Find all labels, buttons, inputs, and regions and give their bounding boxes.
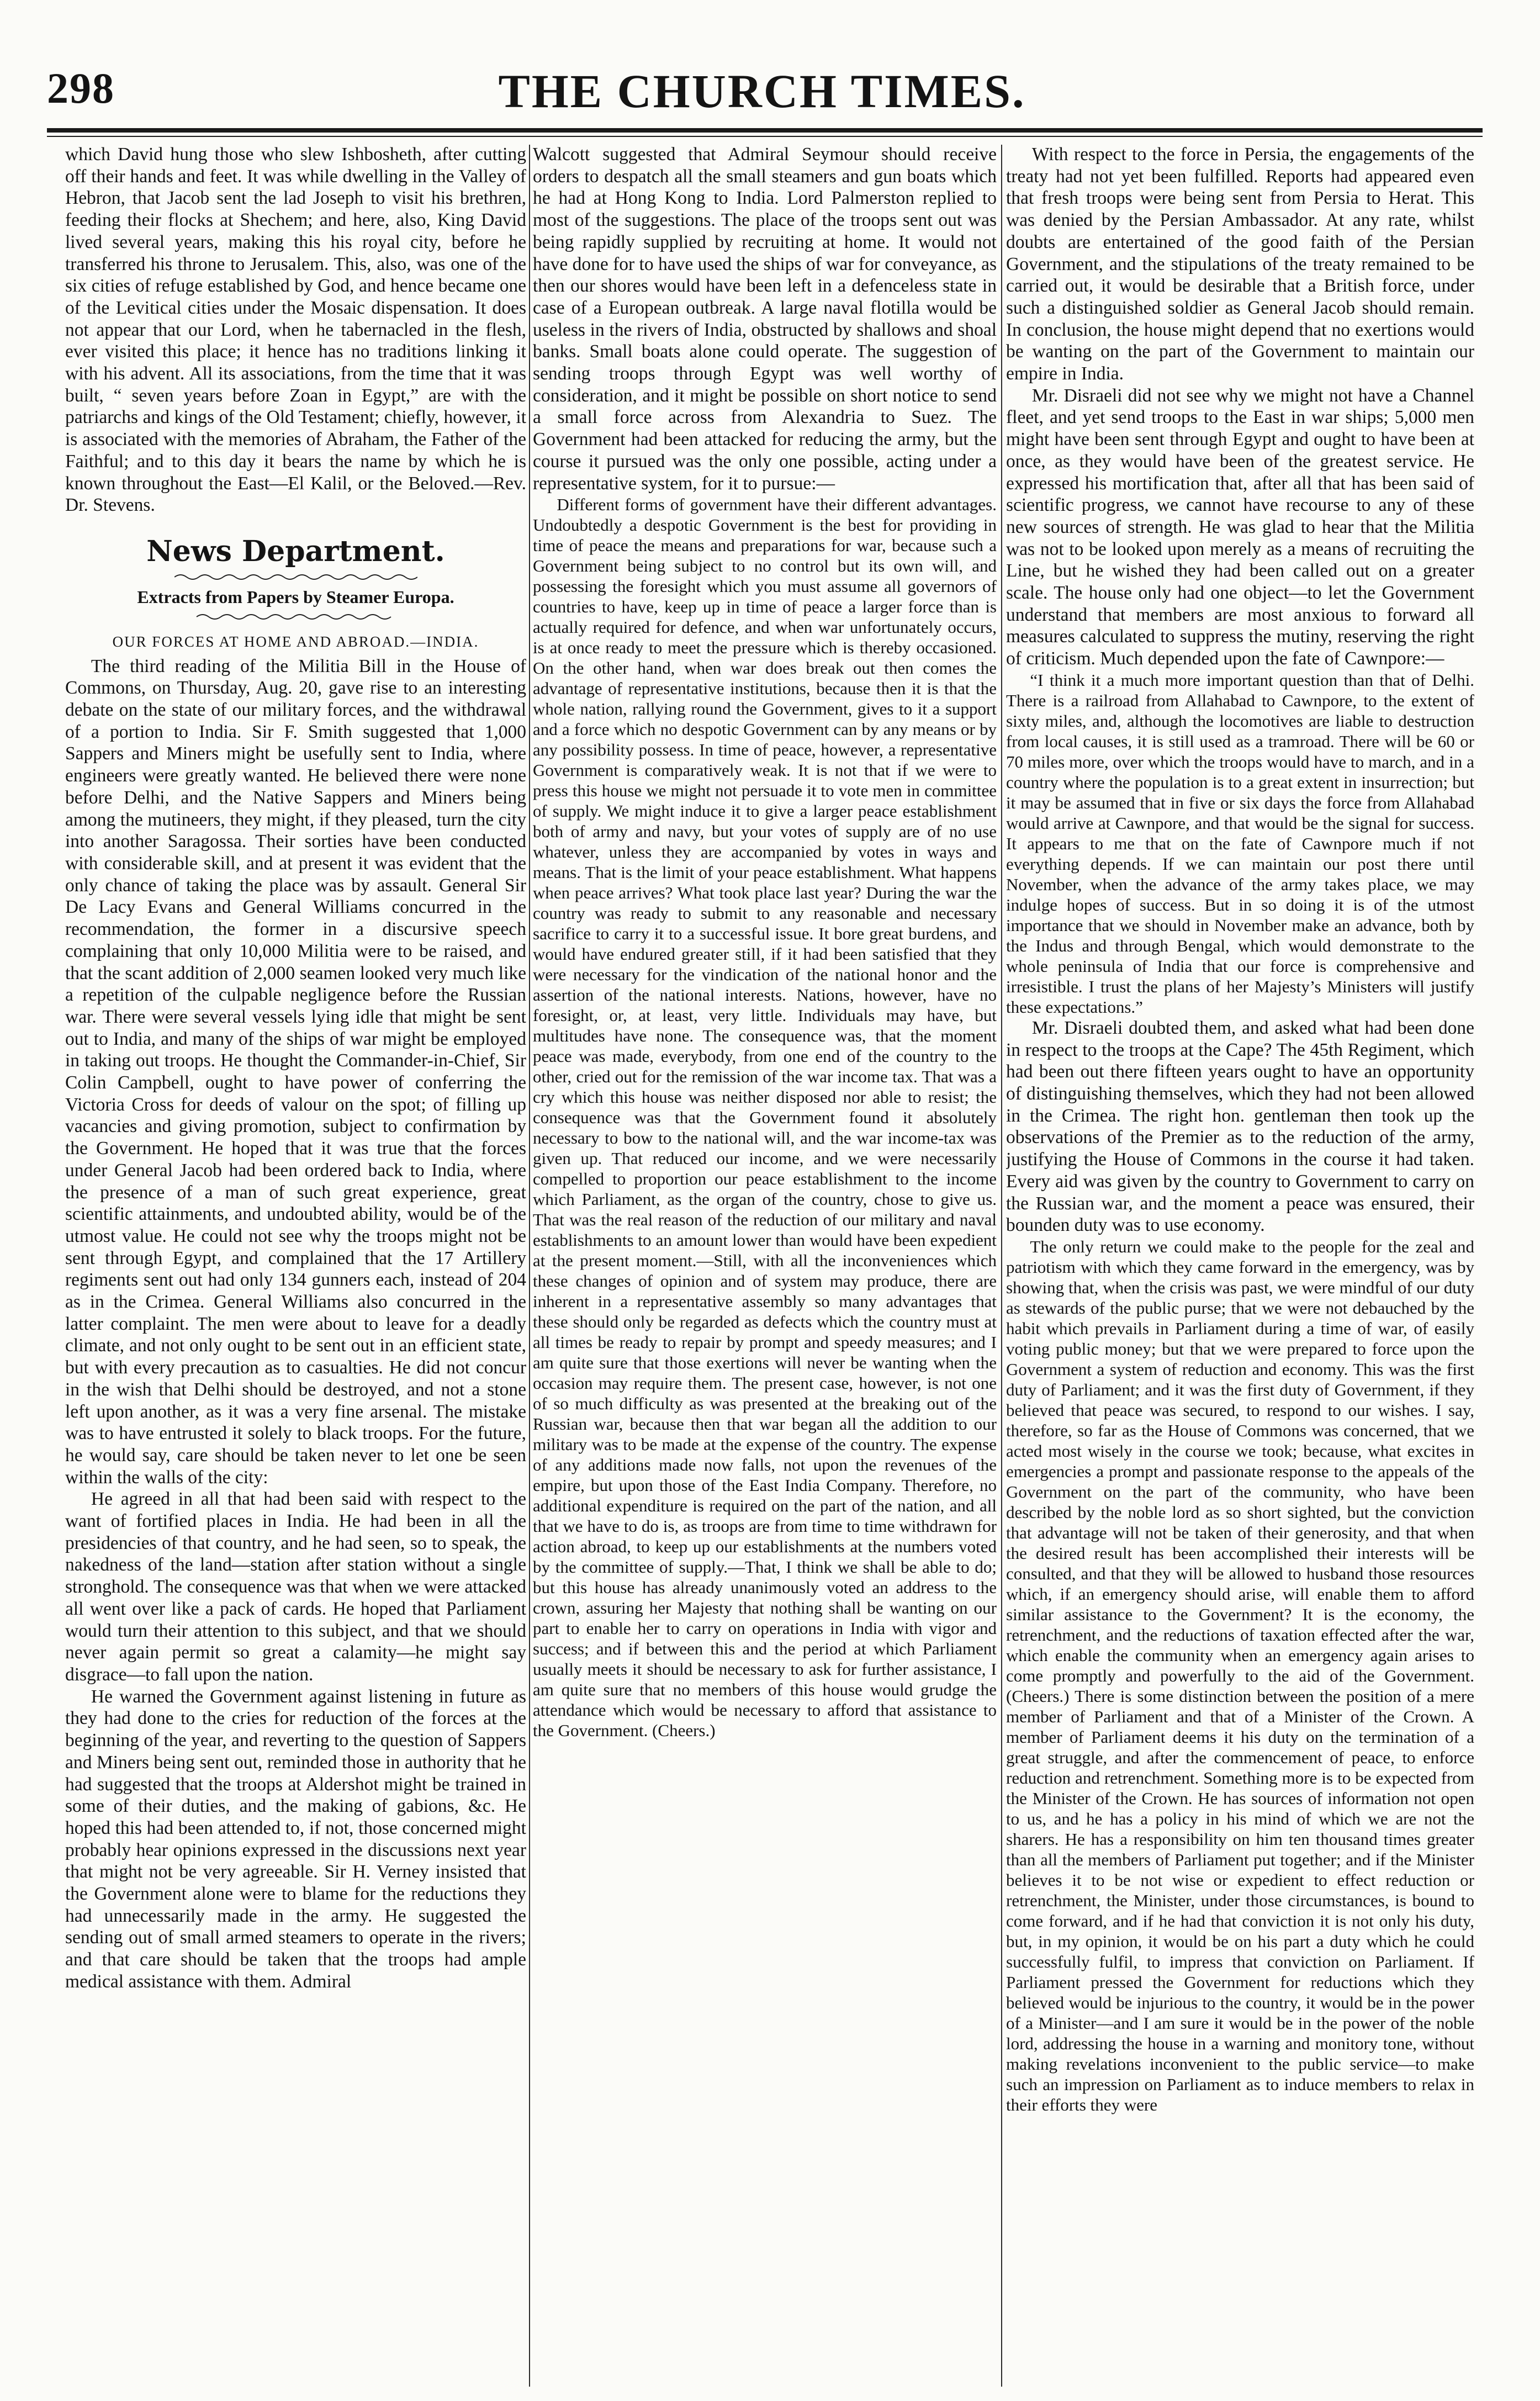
masthead-rule-thin (47, 136, 1483, 137)
page-number: 298 (47, 64, 115, 112)
column-divider (529, 145, 530, 2387)
department-heading: News Department. (146, 534, 445, 568)
article-paragraph: Walcott suggested that Admiral Seymour should receive orders to despatch all the small steamers and gun boats which he had at Hong Kong to India. Lord Palmerston replied to most of the suggestions. The place of the troops sent out was being rapidly supplied by recruiting at home. It would not have done for to have used the ships of war for conveyance, as then our shores would have been left in a defenceless state in case of a European outbreak. A large naval flotilla would be useless in the rivers of India, obstructed by shallows and shoal banks. Small boats alone could operate. The suggestion of sending troops through Egypt was well worthy of consideration, and it might be possible on short notice to send a small force across from Alexandria to Suez. The Government had been attacked for reducing the army, but the course it pursued was the only one possible, acting under a representative system, for it to pursue:— (533, 144, 997, 494)
wavy-rule-ornament (174, 612, 417, 621)
article-paragraph: The third reading of the Militia Bill in the House of Commons, on Thursday, Aug. 20, gave rise to an interesting debate on the state of our military forces, and the withdrawal of a portion to India. Sir F. Smith suggested that 1,000 Sappers and Miners might be usefully sent to India, where engineers were greatly wanted. He believed there were none before Delhi, and the Native Sappers and Miners being among the mutineers, they might, if they pleased, turn the city into another Saragossa. Their sorties have been conducted with considerable skill, and at present it was evident that the only chance of taking the place was by assault. General Sir De Lacy Evans and General Williams concurred in the recommendation, the former in a discursive speech complaining that only 10,000 Militia were to be raised, and that the scant addition of 2,000 seamen looked very much like a repetition of the culpable negligence before the Russian war. There were several vessels lying idle that might be sent out to India, and many of the ships of war might be employed in taking out troops. He thought the Commander-in-Chief, Sir Colin Campbell, ought to have power of conferring the Victoria Cross for deeds of valour on the spot; of filling up vacancies and giving promotion, subject to confirmation by the Government. He hoped that it was true that the forces under General Jacob had been ordered back to India, where the presence of a man of such great experience, great scientific attainments, and undoubted ability, would be of the utmost value. He could not see why the troops might not be sent through Egypt, and complained that the 17 Artillery regiments sent out had only 134 gunners each, instead of 204 as in the Crimea. General Williams also concurred in the latter complaint. The men were about to leave for a deadly climate, and not only ought to be sent out in an efficient state, but with every precaution as to casualties. He did not concur in the wish that Delhi should be destroyed, and not a stone left upon another, as it was a very fine arsenal. The mistake was to have entrusted it solely to black troops. For the future, he would say, care should be taken never to let one be seen within the walls of the city: (65, 655, 526, 1488)
article-paragraph: Mr. Disraeli doubted them, and asked what had been done in respect to the troops at the Cape? The 45th Regiment, which had been out there fifteen years ought to have an opportunity of distinguishing themselves, which they had not been allowed in the Crimea. The right hon. gentleman then took up the observations of the Premier as to the reduction of the army, justifying the House of Commons in the course it had taken. Every aid was given by the country to Government to carry on the Russian war, and the moment a peace was ensured, their bounden duty was to use economy. (1006, 1017, 1474, 1236)
article-paragraph: Mr. Disraeli did not see why we might not have a Channel fleet, and yet send troops to the East in war ships; 5,000 men might have been sent through Egypt and ought to have been at once, as they would have been of the greatest service. He expressed his mortification that, after all that has been said of scientific progress, we cannot have recourse to any of these new sources of strength. He was glad to hear that the Militia was not to be looked upon merely as a means of recruiting the Line, but he wished they had been called out on a greater scale. The house only had one object—to let the Government understand that members are most anxious to forward all measures calculated to suppress the mutiny, reserving the right of criticism. Much depended upon the fate of Cawnpore:— (1006, 385, 1474, 669)
extracts-subtitle: Extracts from Papers by Steamer Europa. (137, 586, 454, 607)
quoted-speech: Different forms of government have their different advantages. Undoubtedly a despotic Government is the best for providing in time of peace the means and preparations for war, because such a Government being subject to no control but its own will, and possessing the foresight which you must assume all governors of countries to have, keep up in time of peace a larger force than is actually required for defence, and when war unfortunately occurs, is at once ready to meet the pressure which is thereby occasioned. On the other hand, when war does break out then comes the advantage of representative institutions, because then it is that the whole nation, rallying round the Government, gives to it a support and a force which no despotic Government can by any means or by any possibility possess. In time of peace, however, a representative Government is comparatively weak. It is not that if we were to press this house we might not persuade it to vote men in committee of supply. We might induce it to give a larger peace establishment both of army and navy, but your votes of supply are of no use whatever, unless they are accompanied by votes in ways and means. That is the limit of your peace establishment. What happens when peace arrives? What took place last year? During the war the country was ready to submit to any reasonable and necessary sacrifice to carry it to a successful issue. It bore great burdens, and would have endured greater still, if it had been satisfied that they were necessary for the vindication of the national honor and the assertion of the national interests. Nations, however, have no foresight, or, at least, very little. Individuals may have, but multitudes have none. The consequence was, that the moment peace was made, everybody, from one end of the country to the other, cried out for the remission of the war income tax. That was a cry which this house was neither disposed nor able to resist; the consequence was that the Government found it absolutely necessary to bow to the national will, and the war income-tax was given up. That reduced our income, and we were necessarily compelled to proportion our peace establishment to the income which Parliament, as the organ of the country, chose to give us. That was the real reason of the reduction of our military and naval establishments to an amount lower than would have been expedient at the present moment.—Still, with all the inconveniences which these changes of opinion and of system may produce, there are inherent in a representative assembly so many advantages that these should only be regarded as defects which the country must at all times be ready to repair by prompt and speedy measures; and I am quite sure that those exertions will never be wanting when the occasion may require them. The present case, however, is not one of so much difficulty as was presented at the breaking out of the Russian war, because then that war began all the addition to our military was to be made at the expense of the country. The expense of any additions made now falls, not upon the revenues of the empire, but upon those of the East India Company. Therefore, no additional expenditure is required on the part of the nation, and all that we have to do is, as troops are from time to time withdrawn for action abroad, to keep up our establishments at the numbers voted by the committee of supply.—That, I think we shall be able to do; but this house has already unanimously voted an address to the crown, assuring her Majesty that nothing shall be wanting on our part to enable her to carry on operations in India with vigor and success; and if between this and the period at which Parliament usually meets it should be necessary to ask for further assistance, I am quite sure that no members of this house would grudge the attendance which would be necessary to afford that assistance to the Government. (Cheers.) (533, 495, 997, 1741)
quoted-speech: The only return we could make to the people for the zeal and patriotism with which they came forward in the emergency, was by showing that, when the crisis was past, we were mindful of our duty as stewards of the public purse; that we were not debauched by the habit which prevails in Parliament during a time of war, of easily voting public money; but that we were prepared to force upon the Government a system of reduction and economy. This was the first duty of Parliament; and it was the first duty of Government, if they believed that peace was secured, to respond to our wishes. I say, therefore, so far as the House of Commons was concerned, that we acted most wisely in the course we took; because, what excites in emergencies a prompt and passionate response to the appeals of the Government on the part of the community, who have been described by the noble lord as so short sighted, but the conviction that advantage will not be taken of their generosity, and that when the desired result has been accomplished their interests will be consulted, and that they will be allowed to husband those resources which, if an emergency should arise, will enable them to afford similar assistance to the Government? It is the economy, the retrenchment, and the reductions of taxation effected after the war, which enable the community when an emergency again arises to come promptly and powerfully to the aid of the Government. (Cheers.) There is some distinction between the position of a mere member of Parliament and that of a Minister of the Crown. A member of Parliament deems it his duty on the termination of a great struggle, and after the commencement of peace, to enforce reduction and retrenchment. Something more is to be expected from the Minister of the Crown. He has sources of information not open to us, and he has a policy in his mind of which we are not the sharers. He has a responsibility on him ten thousand times greater than all the members of Parliament put together; and if the Minister believes it to be not wise or expedient to effect reduction or retrenchment, the Minister, under those circumstances, is bound to come forward, and if he had that conviction it is not only his duty, but, in my opinion, it would be on his part a duty which he could successfully fulfil, to impress that conviction on Parliament. If Parliament pressed the Government for reductions which they believed would be injurious to the country, it would be in the power of a Minister—and I am sure it would be in the power of the noble lord, addressing the house in a warning and monitory tone, without making revelations inconvenient to the public service—to make such an impression on Parliament as to induce members to relax in their efforts they were (1006, 1236, 1474, 2114)
masthead (47, 64, 1477, 130)
column-divider (1001, 145, 1002, 2387)
newspaper-title: THE CHURCH TIMES. (498, 65, 1026, 118)
quoted-speech: “I think it a much more important question than that of Delhi. There is a railroad from Allahabad to Cawnpore, to the extent of sixty miles, and, although the locomotives are liable to destruction from local causes, it is still used as a tramroad. There will be 60 or 70 miles more, over which the troops would have to march, and in a country where the population is to a great extent in insurrection; but it may be assumed that in five or six days the force from Allahabad would arrive at Cawnpore, and that would be the signal for success. It appears to me that on the fate of Cawnpore much if not everything depends. If we can maintain our post there until November, when the advance of the army takes place, we may indulge hopes of success. But in so doing it is of the utmost importance that we should in November make an advance, both by the Indus and through Bengal, which would demonstrate to the whole peninsula of India that our force is comprehensive and irresistible. I trust the plans of her Majesty’s Ministers will justify these expectations.” (1006, 670, 1474, 1017)
section-subheading: OUR FORCES AT HOME AND ABROAD.—INDIA. (112, 633, 479, 650)
wavy-rule-ornament (174, 573, 417, 581)
column-2 (533, 144, 997, 2380)
article-paragraph: He agreed in all that had been said with respect to the want of fortified places in India. He had been in all the presidencies of that country, and he had seen, so to speak, the nakedness of the land—station after station without a single stronghold. The consequence was that when we were attacked all went over like a pack of cards. He hoped that Parliament would turn their attention to this subject, and that we should never again permit so great a calamity—he might say disgrace—to fall upon the nation. (65, 1489, 526, 1685)
article-continuation: which David hung those who slew Ishbosheth, after cutting off their hands and feet. It was while dwelling in the Valley of Hebron, that Jacob sent the lad Joseph to visit his brethren, feeding their flocks at Shechem; and here, also, King David lived several years, making this his royal city, before he transferred his throne to Jerusalem. This, also, was one of the six cities of refuge established by God, and hence became one of the Levitical cities under the Mosaic dispensation. It does not appear that our Lord, when he tabernacled in the flesh, ever visited this place; it hence has no traditions linking it with his advent. All its associations, from the time that it was built, “ seven years before Zoan in Egypt,” are with the patriarchs and kings of the Old Testament; chiefly, however, it is associated with the memories of Abraham, the Father of the Faithful; and to this day it bears the name by which he is known throughout the East—El Kalil, or the Beloved.—Rev. Dr. Stevens. (65, 144, 526, 516)
column-1 (65, 144, 526, 2380)
article-paragraph: With respect to the force in Persia, the engagements of the treaty had not yet been fulfilled. Reports had appeared even that fresh troops were being sent from Persia to Herat. This was denied by the Persian Ambassador. At any rate, whilst doubts are entertained of the good faith of the Persian Government, and the stipulations of the treaty remained to be carried out, it would be desirable that a British force, under such a distinguished soldier as General Jacob should remain. In conclusion, the house might depend that no exertions would be wanting on the part of the Government to maintain our empire in India. (1006, 144, 1474, 384)
masthead-rule-thick (47, 128, 1483, 133)
column-3 (1006, 144, 1474, 2380)
article-paragraph: He warned the Government against listening in future as they had done to the cries for reduction of the forces at the beginning of the year, and reverting to the question of Sappers and Miners being sent out, reminded those in authority that he had suggested that the troops at Aldershot might be trained in some of their duties, and the making of gabions, &c. He hoped this had been attended to, if not, those concerned might probably hear opinions expressed in the discussions next year that might not be very agreeable. Sir H. Verney insisted that the Government alone were to blame for the reductions they had unnecessarily made in the army. He suggested the sending out of small armed steamers to operate in the rivers; and that care should be taken that the troops had ample medical assistance with them. Admiral (65, 1686, 526, 1992)
